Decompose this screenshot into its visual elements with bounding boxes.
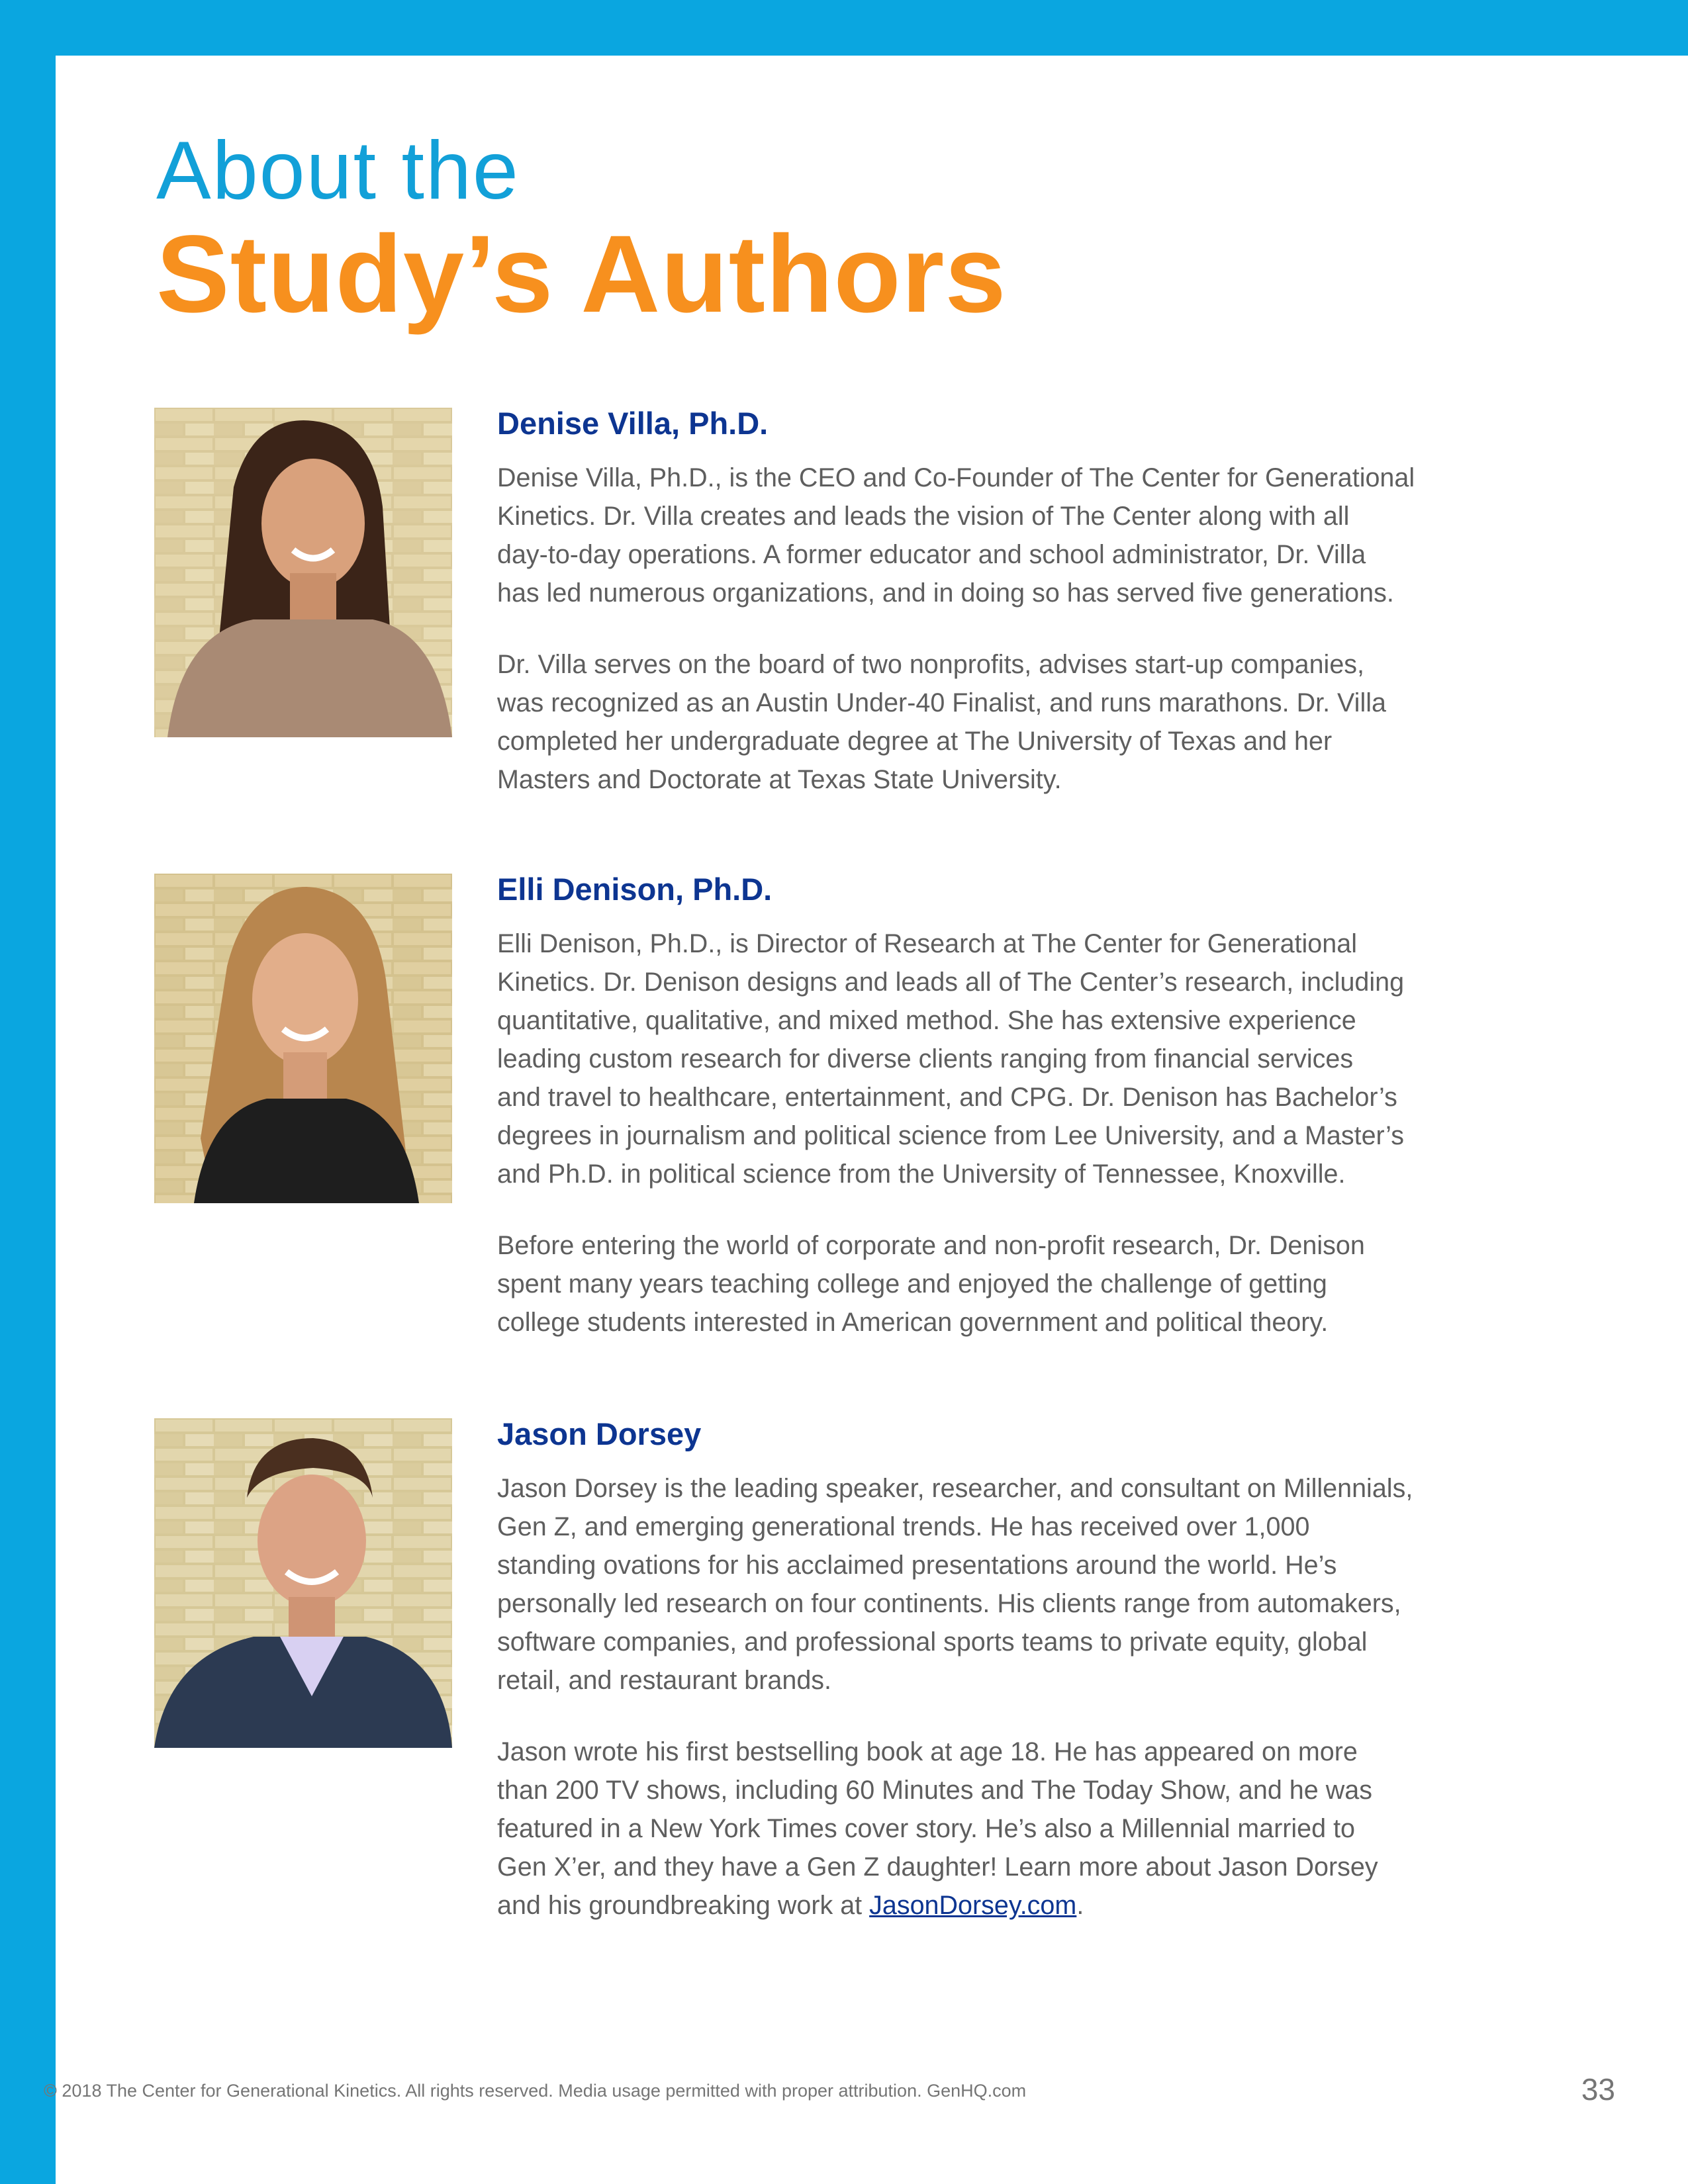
author-photo bbox=[154, 408, 452, 737]
link-suffix: . bbox=[1076, 1891, 1084, 1920]
page-number: 33 bbox=[1581, 2072, 1615, 2107]
author-bio-paragraph: Dr. Villa serves on the board of two nonprofits, advises start-up companies, was recognized as an Austin Under-40 Finalist, and runs marathons. Dr. Villa completed her undergraduate degree at The University of Texas and her Masters and Doctorate at Texas State University. bbox=[497, 650, 1386, 794]
page bbox=[56, 56, 1688, 2184]
author-bio-paragraph: Jason Dorsey is the leading speaker, researcher, and consultant on Millennials, Gen Z, and emerging generational trends. He has received over 1,000 standing ovations for his acclaimed presentations around the world. He’s personally led research on four continents. His clients range from automakers, software companies, and professional sports teams to private equity, global retail, and restaurant brands. bbox=[497, 1474, 1413, 1695]
author-bio-paragraph bbox=[497, 1733, 1622, 1925]
footer-copyright: © 2018 The Center for Generational Kinetics. All rights reserved. Media usage permitted with proper attribution. GenHQ.com bbox=[44, 2081, 1027, 2101]
author-bio-paragraph: Elli Denison, Ph.D., is Director of Research at The Center for Generational Kinetics. Dr. Denison designs and leads all of The Center’s research, including quantitative, qualitative, and mixed method. She has extensive experience leading custom research for diverse clients ranging from financial services and travel to healthcare, entertainment, and CPG. Dr. Denison has Bachelor’s degrees in journalism and political science from Lee University, and a Master’s and Ph.D. in political science from the University of Tennessee, Knoxville. bbox=[497, 929, 1405, 1189]
author-name: Elli Denison, Ph.D. bbox=[497, 872, 773, 907]
author-bio-paragraph: Denise Villa, Ph.D., is the CEO and Co-Founder of The Center for Generational Kinetics. Dr. Villa creates and leads the vision of The Center along with all day-to-day operations. A former educator and school administrator, Dr. Villa has led numerous organizations, and in doing so has served five generations. bbox=[497, 463, 1415, 608]
author-photo bbox=[154, 1418, 452, 1748]
author-name: Denise Villa, Ph.D. bbox=[497, 406, 769, 441]
author-photo bbox=[154, 874, 452, 1203]
page-title-line2: Study’s Authors bbox=[156, 213, 1007, 336]
page-title-line1: About the bbox=[156, 125, 520, 216]
author-bio-text: Jason wrote his first bestselling book at age 18. He has appeared on more than 200 TV shows, including 60 Minutes and The Today Show, and he was featured in a New York Times cover story. He’s also a Millennial married to Gen X’er, and they have a Gen Z daughter! Learn more about Jason Dorsey and his groundbreaking work at bbox=[497, 1737, 1378, 1920]
website-link[interactable]: JasonDorsey.com bbox=[869, 1891, 1077, 1920]
author-bio-paragraph: Before entering the world of corporate and non-profit research, Dr. Denison spent many years teaching college and enjoyed the challenge of getting college students interested in American government and political theory. bbox=[497, 1231, 1365, 1337]
author-name: Jason Dorsey bbox=[497, 1416, 702, 1451]
